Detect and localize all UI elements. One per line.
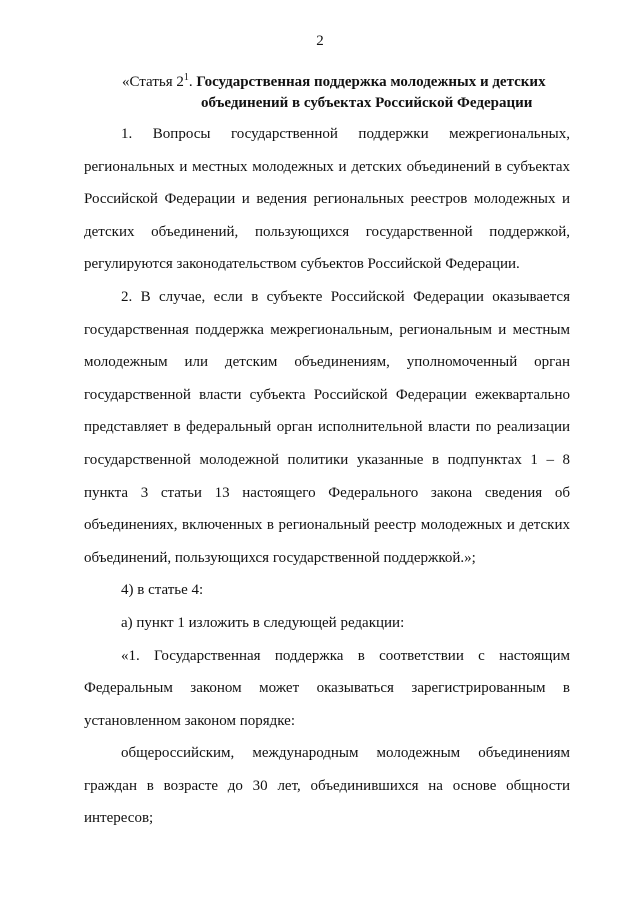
article-dot: . <box>188 74 197 90</box>
article-superscript: 1 <box>183 72 189 83</box>
paragraph-4: а) пункт 1 изложить в следующей редакции: <box>121 614 405 631</box>
paragraph-1: 1. Вопросы государственной поддержки межрегиональных, региональных и местных молодежных и детских объединений в субъектах Российской Федерации и ведения региональных реестров молодежных и детских объединений, пользующихся государственной поддержкой, регулируются законодательством субъектов Российской Федерации. <box>84 126 570 273</box>
article-title-line2: объединений в субъектах Российской Федерации <box>201 95 533 111</box>
page-number: 2 <box>316 33 324 49</box>
document-body <box>84 118 570 835</box>
paragraph-3: 4) в статье 4: <box>121 582 204 599</box>
paragraph-6: общероссийским, международным молодежным объединениям граждан в возрасте до 30 лет, объединившихся на основе общности интересов; <box>84 745 570 827</box>
paragraph-5: «1. Государственная поддержка в соответствии с настоящим Федеральным законом может оказываться зарегистрированным в установленном законом порядке: <box>84 647 570 729</box>
article-title-line1: Государственная поддержка молодежных и детских <box>196 74 546 90</box>
paragraph-2: 2. В случае, если в субъекте Российской Федерации оказывается государственная поддержка межрегиональным, региональным и местным молодежным или детским объединениям, уполномоченный орган государственной власти субъекта Российской Федерации ежеквартально представляет в федеральный орган исполнительной власти по реализации государственной молодежной политики указанные в подпунктах 1 – 8 пункта 3 статьи 13 настоящего Федерального закона сведения об объединениях, включенных в региональный реестр молодежных и детских объединений, пользующихся государственной поддержкой.»; <box>84 288 570 566</box>
article-heading <box>122 72 582 114</box>
article-prefix: «Статья 2 <box>122 74 184 90</box>
